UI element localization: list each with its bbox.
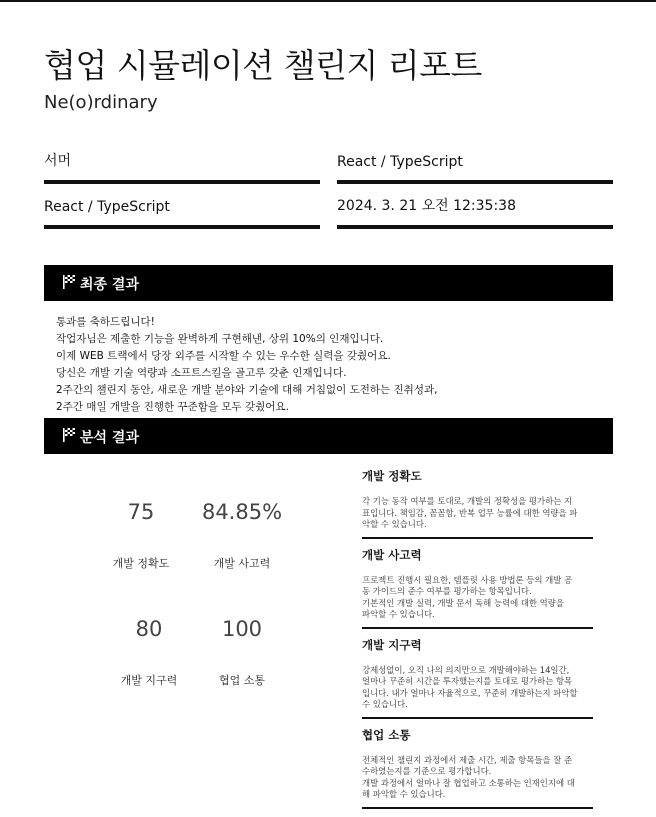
metric-description [362,575,593,621]
date-value: 2024. 3. 21 오전 12:35:38 [337,198,516,214]
score-value: 75 [127,500,155,524]
metric-description-line: 전체적인 챌린지 과정에서 제출 시간, 제출 항목들을 잘 준 [362,754,573,765]
metric-thinking [362,547,593,629]
checkered-flag-icon [62,274,76,290]
metric-description [362,665,593,711]
final-result-heading: 최종 결과 [80,277,139,293]
metric-description-line: 수 있습니다. [362,699,408,709]
checkered-flag-icon [62,427,76,443]
summary-line: 통과를 축하드립니다! [56,316,155,328]
metric-description-line: 수하였는지를 기준으로 평가합니다. [362,766,492,776]
summary-line: 2주간의 챌린지 동안, 새로운 개발 분야와 기술에 대해 거침없이 도전하는 진취성과, [56,384,438,396]
metric-description-line: 얼마나 꾸준히 시간을 투자했는지를 토대로 평가하는 항목 [362,676,573,686]
score-accuracy [96,500,186,570]
metric-description [362,496,593,531]
stack-value: React / TypeScript [44,199,170,215]
metric-title: 개발 정확도 [362,469,422,483]
summary-line: 2주간 매일 개발을 진행한 꾸준함을 모두 갖췄어요. [56,401,289,413]
final-result-bar [44,265,613,301]
metric-description-line: 개발 과정에서 얼마나 잘 협업하고 소통하는 인재인지에 대 [362,777,575,788]
metric-description-line: 강제성없이, 오직 나의 의지만으로 개발해야하는 14일간, [362,664,570,675]
name-value: 서머 [44,153,72,169]
metric-collaboration [362,727,593,809]
metric-title: 개발 지구력 [362,637,422,652]
score-value: 100 [221,617,263,641]
top-border [0,0,656,2]
metric-descriptions [362,468,593,817]
metric-description-line: 프로젝트 진행시 필요한, 템플릿 사용 방법론 등의 개발 공 [362,574,573,585]
metric-description-line: 파악할 수 있습니다. [362,609,435,619]
metric-description-line: 기본적인 개발 실력, 개발 문서 독해 능력에 대한 역량을 [362,597,564,608]
metric-title: 협업 소통 [362,727,411,742]
page-title: 협업 시뮬레이션 챌린지 리포트 [44,46,482,85]
metric-title: 개발 사고력 [362,547,422,562]
metric-description-line: 표입니다. 책임감, 꼼꼼함, 반복 업무 능률에 대한 역량을 파 [362,507,578,518]
analysis-result-heading: 분석 결과 [80,430,139,446]
track-field [337,152,613,184]
score-collaboration [197,617,287,687]
score-label: 개발 사고력 [213,557,271,570]
score-value: 80 [135,617,163,641]
score-label: 개발 지구력 [120,674,178,687]
name-field [44,152,320,184]
track-value: React / TypeScript [337,154,463,170]
metric-accuracy [362,468,593,539]
stack-field [44,197,320,229]
summary-line: 당신은 개발 기술 역량과 소프트스킬을 골고루 갖춘 인재입니다. [56,367,347,379]
score-thinking [197,500,287,570]
final-result-text [56,314,437,416]
score-value: 84.85% [201,500,283,524]
page-subtitle: Ne(o)rdinary [44,92,158,113]
metric-description-line: 악할 수 있습니다. [362,519,427,529]
summary-line: 이제 WEB 트랙에서 당장 외주를 시작할 수 있는 우수한 실력을 갖췄어요. [56,350,391,362]
metric-description [362,755,593,801]
metric-endurance [362,637,593,719]
metric-description-line: 입니다. 내가 얼마나 자율적으로, 꾸준히 개발하는지 파악할 [362,687,578,698]
metric-description-line: 해 파악할 수 있습니다. [362,789,446,799]
score-endurance [104,617,194,687]
score-label: 협업 소통 [218,674,265,687]
metric-description-line: 동 가이드의 준수 여부를 평가하는 항목입니다. [362,586,532,596]
analysis-result-bar [44,418,613,454]
date-field [337,197,613,229]
score-label: 개발 정확도 [112,557,170,570]
metric-description-line: 각 기능 동작 여부를 토대로, 개발의 정확성을 평가하는 지 [362,496,573,506]
summary-line: 작업자님은 제출한 기능을 완벽하게 구현해낸, 상위 10%의 인재입니다. [56,333,384,345]
